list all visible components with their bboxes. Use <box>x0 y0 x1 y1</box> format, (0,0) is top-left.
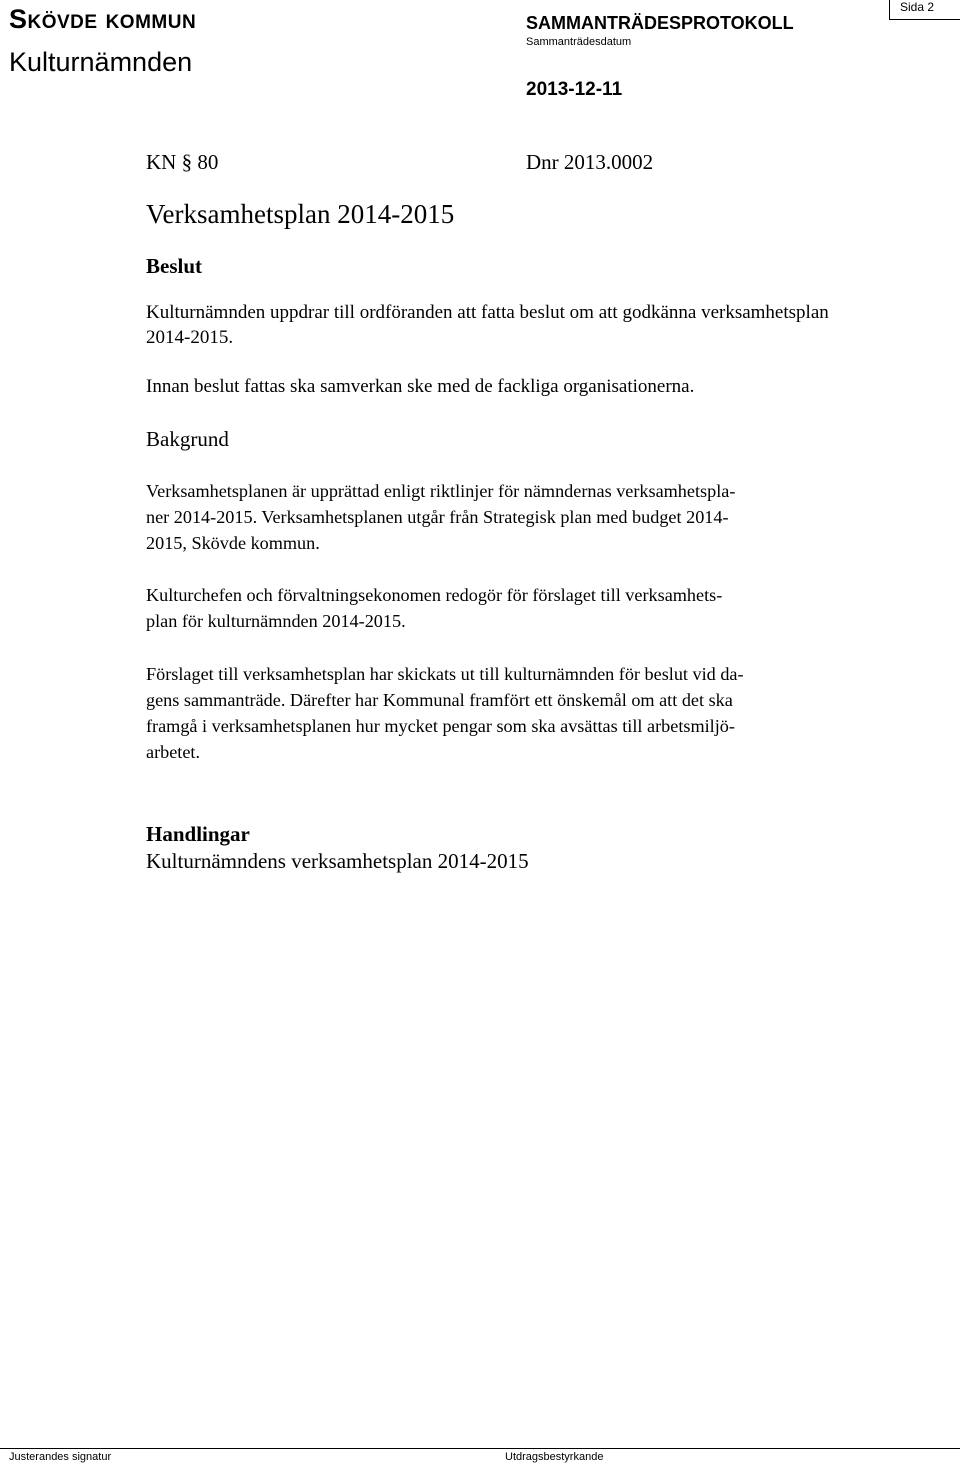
bakgrund-line: Verksamhetsplanen är upprättad enligt riktlinjer för nämndernas verksamhetspla- <box>146 481 736 501</box>
bakgrund-line: framgå i verksamhetsplanen hur mycket pengar som ska avsättas till arbetsmiljö- <box>146 716 735 736</box>
date-value: 2013-12-11 <box>526 79 623 100</box>
committee-name: Kulturnämnden <box>9 47 193 77</box>
beslut-line: Kulturnämnden uppdrar till ordföranden att fatta beslut om att godkänna verksamhetsplan <box>146 302 829 323</box>
bakgrund-line: Förslaget till verksamhetsplan har skickats ut till kulturnämnden för beslut vid da- <box>146 664 744 684</box>
organization-logo-text: Skövde kommun <box>9 4 197 34</box>
beslut-heading: Beslut <box>146 254 203 278</box>
date-label: Sammanträdesdatum <box>526 36 632 48</box>
item-title: Verksamhetsplan 2014-2015 <box>146 199 455 229</box>
footer-rule <box>0 1448 960 1449</box>
beslut-line: Innan beslut fattas ska samverkan ske med de fackliga organisationerna. <box>146 376 695 397</box>
handlingar-heading: Handlingar <box>146 822 250 846</box>
page-number: Sida 2 <box>900 0 935 14</box>
document-type: SAMMANTRÄDESPROTOKOLL <box>526 13 794 33</box>
bakgrund-line: 2015, Skövde kommun. <box>146 533 320 553</box>
bakgrund-heading: Bakgrund <box>146 427 229 451</box>
beslut-line: 2014-2015. <box>146 327 234 348</box>
bakgrund-line: ner 2014-2015. Verksamhetsplanen utgår från Strategisk plan med budget 2014- <box>146 507 729 527</box>
diary-number: Dnr 2013.0002 <box>526 150 654 174</box>
bakgrund-line: arbetet. <box>146 742 201 762</box>
bakgrund-line: plan för kulturnämnden 2014-2015. <box>146 611 406 631</box>
footer-utdragsbestyrkande: Utdragsbestyrkande <box>505 1451 604 1463</box>
bakgrund-line: gens sammanträde. Därefter har Kommunal framfört ett önskemål om att det ska <box>146 690 733 710</box>
handlingar-item: Kulturnämndens verksamhetsplan 2014-2015 <box>146 849 529 873</box>
footer-justerandes-signatur: Justerandes signatur <box>9 1451 112 1463</box>
bakgrund-line: Kulturchefen och förvaltningsekonomen redogör för förslaget till verksamhets- <box>146 585 723 605</box>
paragraph-number: KN § 80 <box>146 150 219 174</box>
